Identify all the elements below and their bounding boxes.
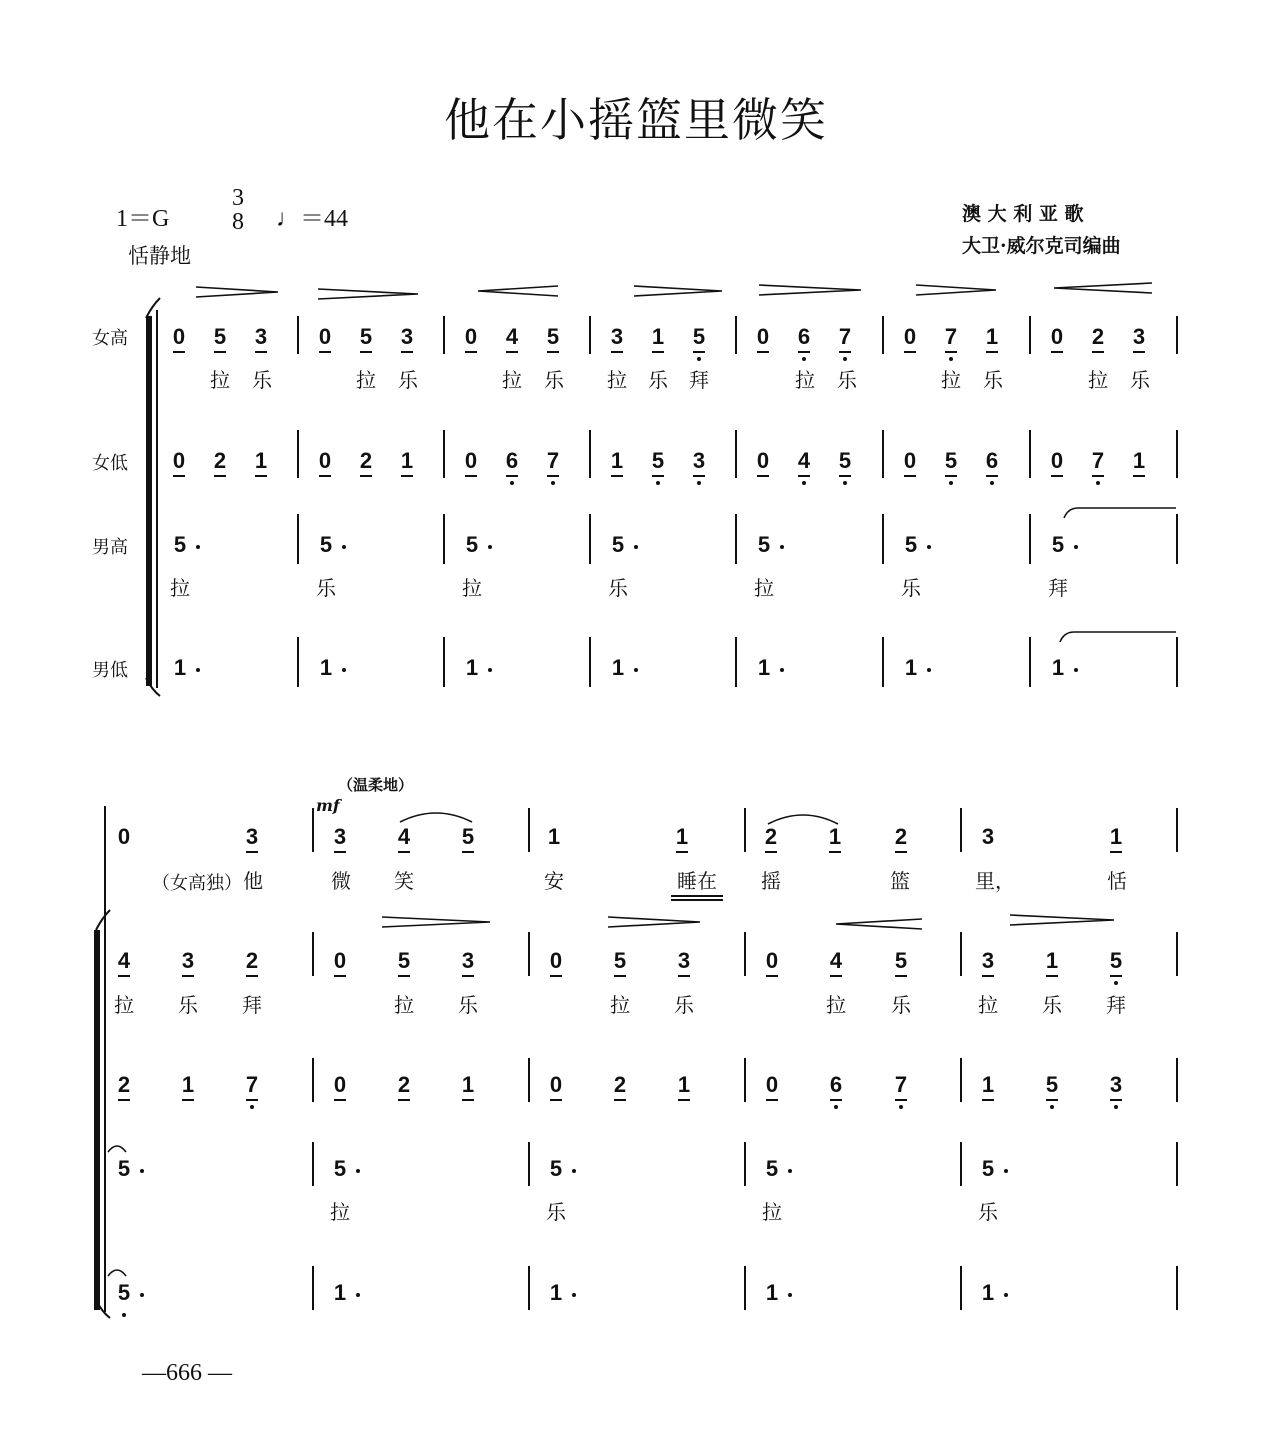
note: 1 — [319, 655, 333, 680]
decrescendo-hairpin — [757, 282, 863, 298]
note: 1 — [1051, 655, 1065, 680]
note: 0 — [329, 1074, 351, 1096]
augmentation-dot — [1074, 545, 1078, 549]
note: 5 — [609, 950, 631, 972]
note: 3 — [396, 326, 418, 348]
barline — [312, 808, 314, 852]
barline — [1176, 932, 1178, 976]
lyric: 拉 — [978, 993, 998, 1017]
note: 6 — [501, 450, 523, 472]
lyric: 乐 — [252, 368, 272, 392]
note: 3 — [688, 450, 710, 472]
barline — [528, 1266, 530, 1310]
lyric: 拜 — [1048, 576, 1068, 600]
note: 5 — [757, 532, 771, 557]
note: 2 — [760, 826, 782, 848]
lyric: 拉 — [356, 368, 376, 392]
note: 5 — [457, 826, 479, 848]
barline — [297, 514, 299, 564]
note: 1 — [547, 824, 561, 849]
barline — [882, 637, 884, 687]
lyric: 拉 — [394, 993, 414, 1017]
lyric: 拉 — [170, 576, 190, 600]
tie — [1062, 506, 1176, 520]
lyric: 睡在 — [677, 869, 717, 893]
note: 7 — [542, 450, 564, 472]
barline — [443, 430, 445, 478]
note: 7 — [890, 1074, 912, 1096]
lyric: 拉 — [502, 368, 522, 392]
system-bracket-line — [156, 310, 158, 688]
barline — [528, 1142, 530, 1186]
lyric: 拉 — [754, 576, 774, 600]
barline — [960, 932, 962, 976]
lyric: 乐 — [1042, 993, 1062, 1017]
barline — [735, 514, 737, 564]
barline — [960, 1142, 962, 1186]
lyric: 乐 — [648, 368, 668, 392]
lyric: 乐 — [608, 576, 628, 600]
barline — [443, 316, 445, 354]
augmentation-dot — [356, 1169, 360, 1173]
lyric: 乐 — [674, 993, 694, 1017]
system-bracket — [94, 930, 100, 1310]
note: 5 — [465, 532, 479, 557]
lyric: 拜 — [242, 993, 262, 1017]
note: 0 — [314, 450, 336, 472]
note: 5 — [981, 1156, 995, 1181]
lyric: 乐 — [983, 368, 1003, 392]
lower-octave-dot — [551, 481, 555, 485]
lyric: 乐 — [544, 368, 564, 392]
lower-octave-dot — [899, 1105, 903, 1109]
augmentation-dot — [488, 668, 492, 672]
note: 1 — [611, 655, 625, 680]
barline — [1176, 514, 1178, 564]
note: 4 — [113, 950, 135, 972]
barline — [882, 514, 884, 564]
time-denominator: 8 — [232, 209, 244, 235]
barline — [528, 932, 530, 976]
note: 5 — [209, 326, 231, 348]
barline — [312, 1142, 314, 1186]
lyric: 拉 — [1088, 368, 1108, 392]
barline — [443, 514, 445, 564]
lower-octave-dot — [1050, 1105, 1054, 1109]
barline — [1029, 637, 1031, 687]
lyric: 拉 — [210, 368, 230, 392]
note: 4 — [793, 450, 815, 472]
barline — [735, 316, 737, 354]
dynamic-mf: mf — [316, 796, 340, 815]
note: 3 — [177, 950, 199, 972]
origin-credit: 澳 大 利 亚 歌 — [962, 203, 1084, 225]
augmentation-dot — [342, 668, 346, 672]
system-bracket — [146, 316, 152, 686]
barline — [1176, 316, 1178, 354]
crescendo-hairpin — [1052, 280, 1154, 296]
note: 2 — [355, 450, 377, 472]
lower-octave-dot — [949, 357, 953, 361]
note: 1 — [177, 1074, 199, 1096]
note: 0 — [1046, 450, 1068, 472]
page-number: —666 — — [142, 1360, 232, 1386]
barline — [589, 316, 591, 354]
note: 7 — [834, 326, 856, 348]
note: 3 — [241, 826, 263, 848]
barline — [744, 1142, 746, 1186]
augmentation-dot — [572, 1169, 576, 1173]
lyric: 拉 — [607, 368, 627, 392]
barline — [104, 808, 106, 852]
augmentation-dot — [342, 545, 346, 549]
note: 5 — [319, 532, 333, 557]
decrescendo-hairpin — [1008, 912, 1116, 928]
note: 5 — [333, 1156, 347, 1181]
note: 0 — [545, 1074, 567, 1096]
lyric: 拉 — [762, 1200, 782, 1224]
barline — [882, 316, 884, 354]
note: 6 — [825, 1074, 847, 1096]
augmentation-dot — [788, 1169, 792, 1173]
note: 5 — [549, 1156, 563, 1181]
barline — [297, 637, 299, 687]
note: 7 — [1087, 450, 1109, 472]
augmentation-dot — [140, 1293, 144, 1297]
lower-octave-dot — [843, 357, 847, 361]
lyric: 乐 — [178, 993, 198, 1017]
note: 3 — [1128, 326, 1150, 348]
note: 3 — [250, 326, 272, 348]
barline — [528, 1058, 530, 1102]
arranger-credit: 大卫·威尔克司编曲 — [962, 235, 1121, 257]
lyric: 拉 — [826, 993, 846, 1017]
lower-octave-dot — [1114, 981, 1118, 985]
note: 5 — [355, 326, 377, 348]
bracket-bottom-hook — [140, 676, 170, 700]
note: 5 — [890, 950, 912, 972]
barline — [1176, 1142, 1178, 1186]
barline — [312, 1058, 314, 1102]
note: 1 — [981, 326, 1003, 348]
note: 7 — [940, 326, 962, 348]
augmentation-dot — [780, 668, 784, 672]
barline — [1176, 430, 1178, 478]
barline — [735, 430, 737, 478]
lower-octave-dot — [122, 1313, 126, 1317]
note: 2 — [113, 1074, 135, 1096]
decrescendo-hairpin — [914, 282, 998, 298]
lyric: 拉 — [462, 576, 482, 600]
augmentation-dot — [572, 1293, 576, 1297]
barline — [443, 637, 445, 687]
augmentation-dot — [196, 545, 200, 549]
note: 1 — [904, 655, 918, 680]
note: 1 — [1041, 950, 1063, 972]
note: 2 — [1087, 326, 1109, 348]
note: 0 — [460, 450, 482, 472]
note: 5 — [688, 326, 710, 348]
note: 1 — [671, 826, 693, 848]
tie — [1058, 630, 1176, 644]
lyric: 笑 — [394, 869, 414, 893]
note: 5 — [1051, 532, 1065, 557]
note: 1 — [250, 450, 272, 472]
note: 5 — [904, 532, 918, 557]
note: 3 — [981, 824, 995, 849]
augmentation-dot — [927, 668, 931, 672]
lyric: 篮 — [890, 869, 910, 893]
lyric: 乐 — [398, 368, 418, 392]
note: 1 — [173, 655, 187, 680]
barline — [1029, 430, 1031, 478]
note: 5 — [1041, 1074, 1063, 1096]
note: 0 — [761, 1074, 783, 1096]
note: 1 — [765, 1280, 779, 1305]
part-label-alto: 女低 — [92, 453, 128, 474]
note: 1 — [647, 326, 669, 348]
barline — [1176, 808, 1178, 852]
augmentation-dot — [488, 545, 492, 549]
note: 1 — [549, 1280, 563, 1305]
note: 5 — [113, 1282, 135, 1304]
system-bracket-line — [104, 806, 106, 1312]
expression-marking: 恬静地 — [128, 244, 191, 268]
lyric: 乐 — [458, 993, 478, 1017]
barline — [1029, 316, 1031, 354]
augmentation-dot — [634, 668, 638, 672]
note: 1 — [333, 1280, 347, 1305]
note: 3 — [457, 950, 479, 972]
note: 0 — [761, 950, 783, 972]
note: 0 — [899, 450, 921, 472]
note: 2 — [890, 826, 912, 848]
part-label-soprano: 女高 — [92, 328, 128, 349]
augmentation-dot — [788, 1293, 792, 1297]
tie-continuation — [106, 1140, 128, 1154]
augmentation-dot — [1004, 1293, 1008, 1297]
solo-indication: （女高独） — [152, 873, 242, 894]
barline — [589, 637, 591, 687]
note: 0 — [314, 326, 336, 348]
lower-octave-dot — [250, 1105, 254, 1109]
note: 7 — [241, 1074, 263, 1096]
note: 4 — [501, 326, 523, 348]
note: 1 — [824, 826, 846, 848]
song-title: 他在小摇篮里微笑 — [444, 93, 828, 147]
slur — [398, 804, 474, 824]
lyric: 乐 — [316, 576, 336, 600]
lyric: 乐 — [546, 1200, 566, 1224]
note: 5 — [765, 1156, 779, 1181]
note: 5 — [647, 450, 669, 472]
note: 1 — [396, 450, 418, 472]
note: 1 — [977, 1074, 999, 1096]
tie-continuation — [106, 1264, 128, 1278]
note: 5 — [834, 450, 856, 472]
note: 1 — [606, 450, 628, 472]
bracket-top-hook — [90, 908, 120, 932]
note: 0 — [752, 450, 774, 472]
barline — [744, 808, 746, 852]
barline — [312, 1266, 314, 1310]
note: 3 — [1105, 1074, 1127, 1096]
lyric: 安 — [544, 869, 564, 893]
barline — [744, 1266, 746, 1310]
note: 0 — [168, 450, 190, 472]
note: 6 — [793, 326, 815, 348]
barline — [297, 430, 299, 478]
note: 3 — [673, 950, 695, 972]
lyric: 拜 — [689, 368, 709, 392]
note: 5 — [611, 532, 625, 557]
lyric: 乐 — [978, 1200, 998, 1224]
lyric: 拜 — [1106, 993, 1126, 1017]
barline — [589, 430, 591, 478]
barline — [1176, 637, 1178, 687]
note: 1 — [465, 655, 479, 680]
note: 0 — [899, 326, 921, 348]
note: 5 — [393, 950, 415, 972]
note: 2 — [393, 1074, 415, 1096]
lower-octave-dot — [802, 357, 806, 361]
note: 1 — [673, 1074, 695, 1096]
augmentation-dot — [1074, 668, 1078, 672]
augmentation-dot — [1004, 1169, 1008, 1173]
barline — [960, 1266, 962, 1310]
barline — [1176, 1058, 1178, 1102]
bracket-top-hook — [140, 296, 170, 320]
note: 0 — [460, 326, 482, 348]
lyric: 拉 — [330, 1200, 350, 1224]
lyric: 乐 — [891, 993, 911, 1017]
lyric: 乐 — [837, 368, 857, 392]
crescendo-hairpin — [476, 283, 560, 299]
note: 4 — [825, 950, 847, 972]
note: 0 — [329, 950, 351, 972]
key-signature: 1＝G — [116, 206, 170, 232]
lower-octave-dot — [949, 481, 953, 485]
note: 3 — [329, 826, 351, 848]
barline — [744, 1058, 746, 1102]
part-label-bass: 男低 — [92, 660, 128, 681]
augmentation-dot — [140, 1169, 144, 1173]
lower-octave-dot — [990, 481, 994, 485]
barline — [589, 514, 591, 564]
note: 4 — [393, 826, 415, 848]
time-signature — [226, 186, 250, 234]
augmentation-dot — [634, 545, 638, 549]
note: 6 — [981, 450, 1003, 472]
decrescendo-hairpin — [606, 914, 702, 930]
note: 5 — [117, 1156, 131, 1181]
decrescendo-hairpin — [194, 284, 280, 300]
lyric: 里， — [975, 869, 1015, 893]
lyric: 拉 — [795, 368, 815, 392]
barline — [312, 932, 314, 976]
barline — [735, 637, 737, 687]
note: 1 — [981, 1280, 995, 1305]
augmentation-dot — [780, 545, 784, 549]
note: 0 — [168, 326, 190, 348]
decrescendo-hairpin — [632, 283, 724, 299]
augmentation-dot — [356, 1293, 360, 1297]
note: 0 — [545, 950, 567, 972]
lower-octave-dot — [1096, 481, 1100, 485]
note: 2 — [609, 1074, 631, 1096]
note: 3 — [977, 950, 999, 972]
lower-octave-dot — [697, 357, 701, 361]
note: 1 — [757, 655, 771, 680]
lyric: 他 — [243, 869, 263, 893]
note: 5 — [173, 532, 187, 557]
barline — [882, 430, 884, 478]
decrescendo-hairpin — [380, 914, 492, 930]
lower-octave-dot — [510, 481, 514, 485]
crescendo-hairpin — [834, 916, 924, 932]
slur — [766, 806, 840, 826]
barline — [960, 1058, 962, 1102]
note: 5 — [1105, 950, 1127, 972]
lower-octave-dot — [843, 481, 847, 485]
barline — [1029, 514, 1031, 564]
lyric: 拉 — [941, 368, 961, 392]
expression-tender: （温柔地） — [338, 776, 414, 794]
lower-octave-dot — [656, 481, 660, 485]
lower-octave-dot — [697, 481, 701, 485]
lower-octave-dot — [802, 481, 806, 485]
barline — [528, 808, 530, 852]
time-numerator: 3 — [232, 185, 244, 211]
lyric: 摇 — [761, 869, 781, 893]
tempo-marking: ♩＝44 — [276, 206, 348, 232]
note: 1 — [1128, 450, 1150, 472]
lyric: 微 — [331, 869, 351, 893]
note: 0 — [117, 824, 131, 849]
note: 0 — [752, 326, 774, 348]
note: 5 — [940, 450, 962, 472]
note: 3 — [606, 326, 628, 348]
lyric: 拉 — [114, 993, 134, 1017]
note: 2 — [209, 450, 231, 472]
melisma-double-underline — [671, 895, 723, 901]
augmentation-dot — [927, 545, 931, 549]
barline — [297, 316, 299, 354]
part-label-tenor: 男高 — [92, 537, 128, 558]
decrescendo-hairpin — [316, 286, 420, 302]
lower-octave-dot — [1114, 1105, 1118, 1109]
barline — [960, 808, 962, 852]
lyric: 乐 — [901, 576, 921, 600]
barline — [744, 932, 746, 976]
lower-octave-dot — [834, 1105, 838, 1109]
augmentation-dot — [196, 668, 200, 672]
note: 5 — [542, 326, 564, 348]
note: 2 — [241, 950, 263, 972]
note: 1 — [1105, 826, 1127, 848]
note: 1 — [457, 1074, 479, 1096]
lyric: 拉 — [610, 993, 630, 1017]
lyric: 乐 — [1130, 368, 1150, 392]
lyric: 恬 — [1107, 869, 1127, 893]
note: 0 — [1046, 326, 1068, 348]
barline — [1176, 1266, 1178, 1310]
